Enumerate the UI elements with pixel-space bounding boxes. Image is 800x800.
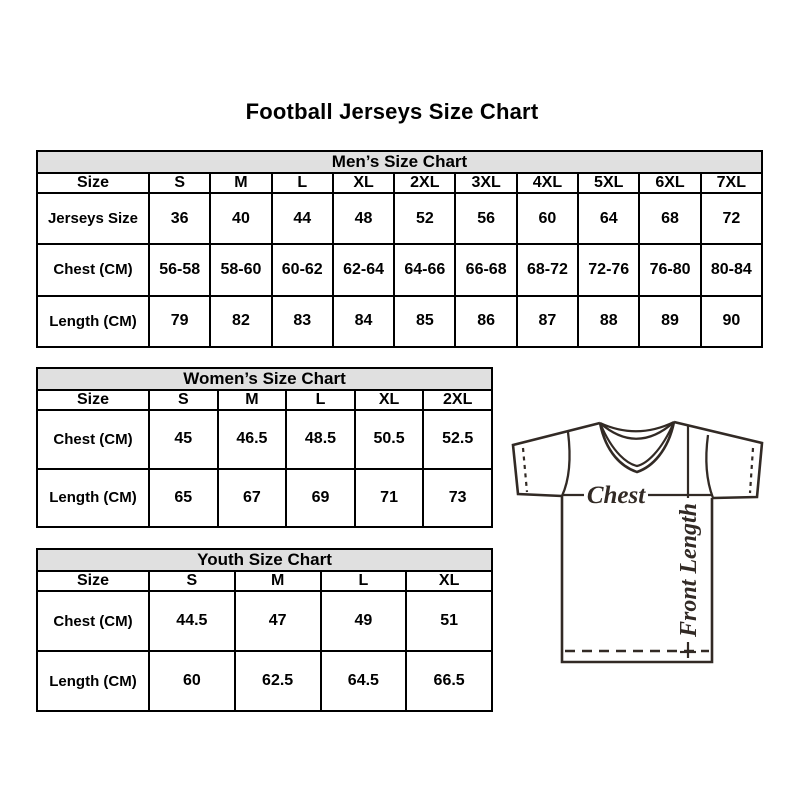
chest-label: Chest [586,482,646,509]
right-sleeve-cuff-dash-line [750,448,753,493]
table-row [37,193,762,244]
table-cell: 64.5 [321,651,407,711]
table-cell: 83 [272,296,333,347]
table-cell: 48 [333,193,394,244]
table-cell: 62.5 [235,651,321,711]
column-header: 4XL [517,173,578,193]
column-header: XL [333,173,394,193]
table-cell: 69 [286,469,355,528]
front-length-label: Front Length [676,502,702,638]
table-cell: 73 [423,469,492,528]
table-cell: 66.5 [406,651,492,711]
column-header: 5XL [578,173,639,193]
row-label: Length (CM) [37,651,149,711]
column-header: 2XL [423,390,492,410]
column-header: M [235,571,321,591]
jersey-measurement-diagram [500,400,780,680]
table-cell: 72-76 [578,244,639,295]
row-label: Length (CM) [37,296,149,347]
mens-size-chart-table [36,150,763,348]
table-cell: 90 [701,296,762,347]
column-header: S [149,390,218,410]
table-cell: 58-60 [210,244,271,295]
table-cell: 89 [639,296,700,347]
table-cell: 64-66 [394,244,455,295]
page-title: Football Jerseys Size Chart [245,99,539,124]
column-header: 7XL [701,173,762,193]
table-cell: 67 [218,469,287,528]
table-cell: 60 [517,193,578,244]
table-cell: 71 [355,469,424,528]
table-title: Women’s Size Chart [37,368,492,390]
table-cell: 60-62 [272,244,333,295]
table-cell: 76-80 [639,244,700,295]
row-label: Chest (CM) [37,244,149,295]
table-cell: 51 [406,591,492,651]
row-label: Chest (CM) [37,410,149,469]
table-cell: 66-68 [455,244,516,295]
column-header: M [210,173,271,193]
womens-size-chart-table [36,367,493,528]
row-label: Length (CM) [37,469,149,528]
youth-size-chart-table [36,548,493,712]
table-cell: 80-84 [701,244,762,295]
column-header: S [149,173,210,193]
column-header: 3XL [455,173,516,193]
table-cell: 46.5 [218,410,287,469]
size-column-header: Size [37,390,149,410]
table-cell: 52.5 [423,410,492,469]
table-cell: 52 [394,193,455,244]
table-row [37,410,492,469]
size-column-header: Size [37,571,149,591]
jersey-collar-inner-vee [600,422,674,466]
jersey-right-armhole [706,435,713,498]
table-cell: 64 [578,193,639,244]
table-cell: 56 [455,193,516,244]
table-cell: 48.5 [286,410,355,469]
table-cell: 88 [578,296,639,347]
table-row [37,244,762,295]
table-cell: 47 [235,591,321,651]
jersey-left-armhole [562,432,570,496]
table-cell: 50.5 [355,410,424,469]
left-sleeve-cuff-dash-line [523,448,527,492]
table-cell: 82 [210,296,271,347]
column-header: L [321,571,407,591]
column-header: L [286,390,355,410]
table-row [37,651,492,711]
column-header: XL [406,571,492,591]
column-header: L [272,173,333,193]
table-cell: 87 [517,296,578,347]
table-row [37,469,492,528]
table-cell: 49 [321,591,407,651]
table-cell: 68 [639,193,700,244]
table-cell: 44 [272,193,333,244]
table-cell: 36 [149,193,210,244]
table-cell: 44.5 [149,591,235,651]
table-cell: 85 [394,296,455,347]
table-cell: 56-58 [149,244,210,295]
row-label: Chest (CM) [37,591,149,651]
column-header: 2XL [394,173,455,193]
size-column-header: Size [37,173,149,193]
table-row [37,591,492,651]
table-cell: 79 [149,296,210,347]
table-title: Youth Size Chart [37,549,492,571]
table-cell: 45 [149,410,218,469]
table-cell: 72 [701,193,762,244]
table-cell: 84 [333,296,394,347]
table-cell: 68-72 [517,244,578,295]
column-header: M [218,390,287,410]
table-cell: 62-64 [333,244,394,295]
column-header: 6XL [639,173,700,193]
row-label: Jerseys Size [37,193,149,244]
table-cell: 40 [210,193,271,244]
table-row [37,296,762,347]
table-cell: 65 [149,469,218,528]
table-cell: 60 [149,651,235,711]
column-header: XL [355,390,424,410]
table-cell: 86 [455,296,516,347]
column-header: S [149,571,235,591]
table-title: Men’s Size Chart [37,151,762,173]
